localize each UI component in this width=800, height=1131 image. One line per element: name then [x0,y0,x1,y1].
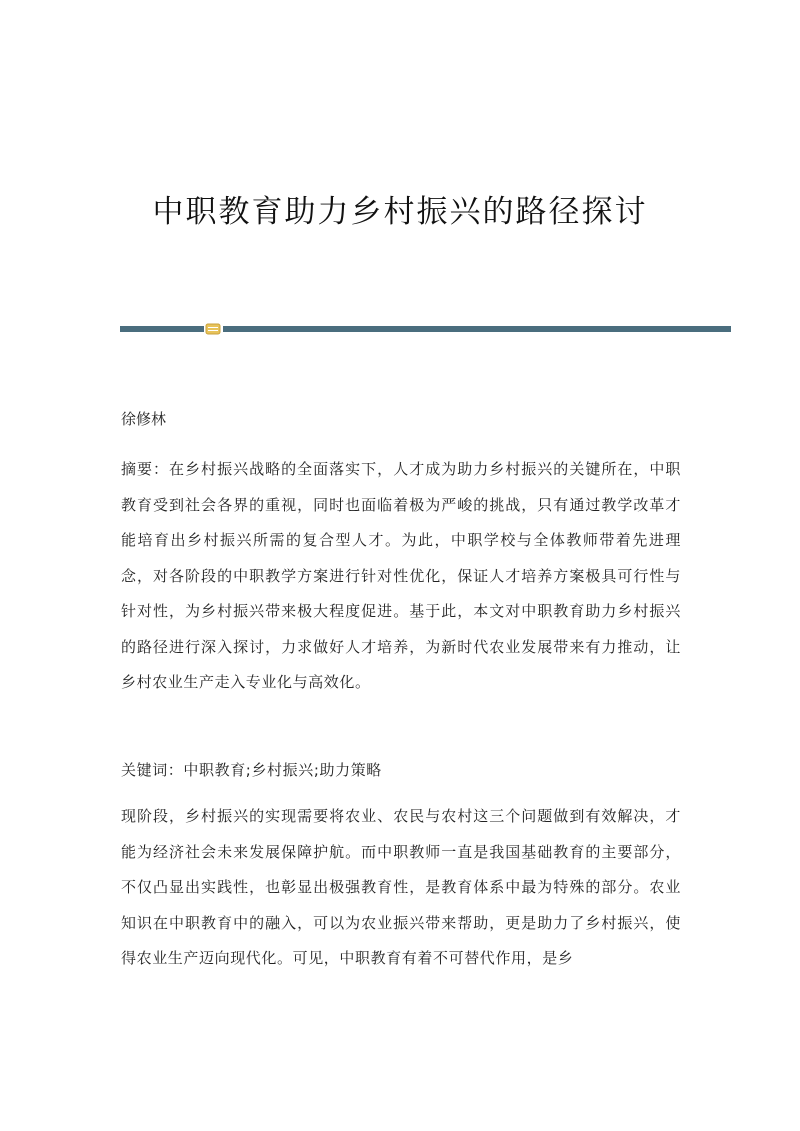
abstract-paragraph: 摘要：在乡村振兴战略的全面落实下，人才成为助力乡村振兴的关键所在，中职教育受到社会各界的重视，同时也面临着极为严峻的挑战，只有通过教学改革才能培育出乡村振兴所需的复合型人才。为此，中职学校与全体教师带着先进理念，对各阶段的中职教学方案进行针对性优化，保证人才培养方案极具可行性与针对性，为乡村振兴带来极大程度促进。基于此，本文对中职教育助力乡村振兴的路径进行深入探讨，力求做好人才培养，为新时代农业发展带来有力推动，让乡村农业生产走入专业化与高效化。 [121,460,681,691]
title-divider-left [120,326,204,332]
title-divider-right [223,326,731,332]
divider-ornament-icon [205,323,221,335]
body-paragraph: 现阶段，乡村振兴的实现需要将农业、农民与农村这三个问题做到有效解决，才能为经济社会未来发展保障护航。而中职教师一直是我国基础教育的主要部分，不仅凸显出实践性，也彰显出极强教育性，是教育体系中最为特殊的部分。农业知识在中职教育中的融入，可以为农业振兴带来帮助，更是助力了乡村振兴，使得农业生产迈向现代化。可见，中职教育有着不可替代作用，是乡 [121,807,681,967]
keywords-line: 关键词：中职教育;乡村振兴;助力策略 [121,761,382,779]
document-title: 中职教育助力乡村振兴的路径探讨 [152,194,648,230]
author-name: 徐修林 [121,410,167,428]
